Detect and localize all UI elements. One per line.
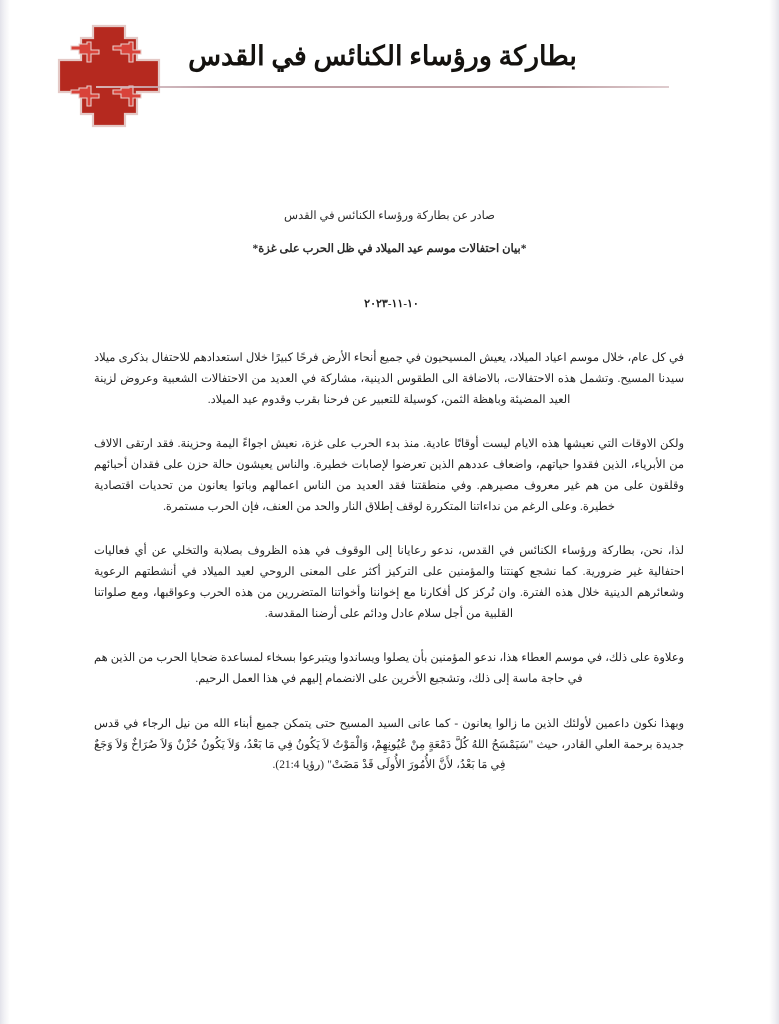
title-divider	[96, 86, 669, 88]
body-paragraph: في كل عام، خلال موسم اعياد الميلاد، يعيش المسيحيون في جميع أنحاء الأرض فرحًا كبيرًا خلال استعدادهم للاحتفال بذكرى ميلاد سيدنا المسيح. وتشمل هذه الاحتفالات، بالاضافة الى الطقوس الدينية، مشاركة في العديد من الاحتفالات الشعبية وعروض لزينة العيد المضيئة وباهظة الثمن، كوسيلة للتعبير عن فرحنا بقرب وقدوم عيد الميلاد.	[94, 352, 684, 406]
body-paragraph: وعلاوة على ذلك، في موسم العطاء هذا، ندعو المؤمنين بأن يصلوا ويساندوا ويتبرعوا بسخاء لمساعدة ضحايا الحرب من الذين هم في حاجة ماسة إلى ذلك، وتشجيع الأخرين على الانضمام إليهم في هذا العمل الرحيم.	[94, 652, 684, 685]
body-paragraph-scripture: وبهذا نكون داعمين لأولئك الذين ما زالوا يعانون - كما عانى السيد المسيح حتى يتمكن جميع أبناء الله من نيل الرجاء في قدس جديدة برحمة العلي القادر، حيث "سَيَمْسَحُ اللهُ كُلَّ دَمْعَةٍ مِنْ عُيُونِهِمْ، وَالْمَوْتُ لاَ يَكُونُ فِي مَا بَعْدُ، وَلاَ يَكُونُ حُزْنٌ وَلاَ صُرَاخٌ وَلاَ وَجَعٌ فِي مَا بَعْدُ، لأَنَّ الأُمُورَ الأُولَى قَدْ مَضَتْ" (رؤيا 21:4).	[94, 717, 684, 772]
issuer-line: صادر عن بطاركة ورؤساء الكنائس في القدس	[284, 210, 495, 222]
page-edge-left-shadow	[0, 0, 10, 1024]
subject-line: *بيان احتفالات موسم عيد الميلاد في ظل الحرب على غزة*	[252, 243, 527, 256]
statement-heading-block	[0, 208, 779, 259]
letterhead	[0, 14, 779, 134]
body-paragraph: ولكن الاوقات التي نعيشها هذه الايام ليست أوقاتًا عادية. منذ بدء الحرب على غزة، نعيش اجواءً اليمة وحزينة. فقد ارتقى الالاف من الأبرياء، الذين فقدوا حياتهم، واضعاف عددهم الذين تعرضوا لإصابات خطيرة. والناس يعيشون حالة حزن على فقدان أحبائهم وقلقون على من هم غير معروف مصيرهم. وفي منطقتنا فقد العديد من الناس اعمالهم وباتوا يعانون من تحديات اقتصادية خطيرة. وعلى الرغم من نداءاتنا المتكررة لوقف إطلاق النار والحد من العنف، فإن الحرب مستمرة.	[94, 438, 684, 513]
document-body	[94, 348, 684, 776]
page-edge-right-shadow	[769, 0, 779, 1024]
letterhead-title-block	[96, 40, 669, 88]
page-title: بطاركة ورؤساء الكنائس في القدس	[188, 41, 577, 71]
document-date: ١٠-١١-٢٠٢٣	[364, 298, 419, 310]
body-paragraph: لذا، نحن، بطاركة ورؤساء الكنائس في القدس، ندعو رعايانا إلى الوقوف في هذه الظروف بصلابة والتخلي عن أي فعاليات احتفالية غير ضرورية. كما نشجع كهنتنا والمؤمنين على التركيز أكثر على المعنى الروحي لعيد الميلاد في أنشطتهم الرعوية وشعائرهم الدينية خلال هذه الفترة. وان نُركز كل أفكارنا مع إخواننا وأخواتنا المتضررين من هذه الحرب وعواقبها، ومع صلواتنا القلبية من أجل سلام عادل ودائم على أرضنا المقدسة.	[94, 545, 684, 620]
